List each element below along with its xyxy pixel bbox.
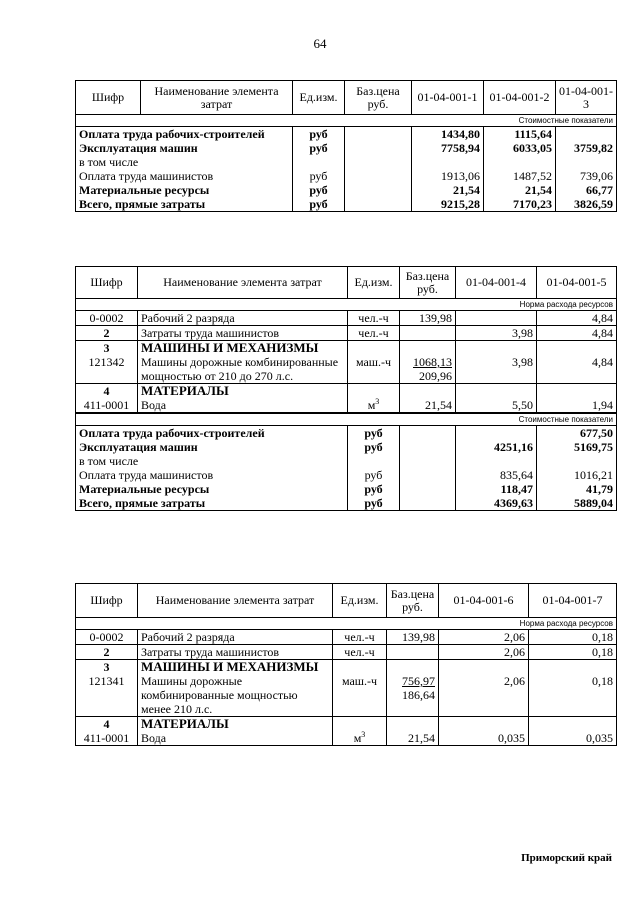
row-value: [456, 311, 537, 326]
row-price: 139,98: [400, 311, 456, 326]
header-code: Шифр: [76, 81, 141, 115]
row-price: 21,54: [400, 398, 456, 413]
row-unit: чел.-ч: [348, 326, 400, 341]
group-heading: МАТЕРИАЛЫ: [138, 717, 333, 732]
row-value: 739,06: [556, 169, 617, 183]
row-unit: чел.-ч: [333, 630, 387, 645]
row-value: [456, 426, 537, 441]
resource-table-2: [75, 266, 617, 511]
row-name: Машины дорожные комбинированные мощностью менее 210 л.с.: [138, 674, 333, 717]
group-heading: МАШИНЫ И МЕХАНИЗМЫ: [138, 660, 333, 675]
header-col-3: 01-04-001-3: [556, 81, 617, 115]
row-value: 4369,63: [456, 496, 537, 511]
row-value: 21,54: [484, 183, 556, 197]
section-label: Норма расхода ресурсов: [76, 618, 617, 630]
row-value: 9215,28: [412, 197, 484, 212]
unit-superscript: 3: [361, 730, 366, 739]
header-col-2: 01-04-001-2: [484, 81, 556, 115]
row-unit: руб: [348, 482, 400, 496]
row-value: 7170,23: [484, 197, 556, 212]
row-unit: руб: [293, 127, 345, 142]
section-label: Норма расхода ресурсов: [76, 299, 617, 311]
row-name: Эксплуатация машин: [76, 141, 293, 155]
row-code: 121342: [76, 355, 138, 384]
row-value: 1434,80: [412, 127, 484, 142]
row-unit: руб: [348, 496, 400, 511]
row-value: 41,79: [537, 482, 617, 496]
row-value: 0,18: [529, 645, 617, 660]
row-value: 4,84: [537, 311, 617, 326]
row-value: 0,18: [529, 674, 617, 717]
row-price: 21,54: [387, 731, 439, 746]
header-unit: Ед.изм.: [293, 81, 345, 115]
row-name: Материальные ресурсы: [76, 183, 293, 197]
row-value: 6033,05: [484, 141, 556, 155]
header-col-5: 01-04-001-5: [537, 267, 617, 299]
header-col-4: 01-04-001-4: [456, 267, 537, 299]
row-value: 1913,06: [412, 169, 484, 183]
resource-table-3: [75, 583, 617, 746]
row-name: в том числе: [76, 155, 293, 169]
row-value: 4,84: [537, 355, 617, 384]
row-price-secondary: 186,64: [402, 688, 435, 702]
section-label: Стоимостные показатели: [76, 413, 617, 426]
row-unit: маш.-ч: [333, 674, 387, 717]
row-unit: м: [367, 398, 376, 412]
row-unit: чел.-ч: [333, 645, 387, 660]
row-unit: руб: [293, 183, 345, 197]
row-value: 5,50: [456, 398, 537, 413]
row-code: 4: [76, 384, 138, 399]
row-value: 4251,16: [456, 440, 537, 454]
header-unit: Ед.изм.: [333, 584, 387, 618]
row-value: 118,47: [456, 482, 537, 496]
footer-region: Приморский край: [521, 852, 612, 864]
row-value: 1,94: [537, 398, 617, 413]
row-name: Рабочий 2 разряда: [138, 311, 348, 326]
row-unit: чел.-ч: [348, 311, 400, 326]
row-name: Всего, прямые затраты: [76, 197, 293, 212]
row-code: 4: [76, 717, 138, 732]
row-value: 21,54: [412, 183, 484, 197]
row-price: [387, 645, 439, 660]
header-price: Баз.цена руб.: [387, 584, 439, 618]
row-value: 0,035: [439, 731, 529, 746]
row-value: 5889,04: [537, 496, 617, 511]
row-value: 1487,52: [484, 169, 556, 183]
row-name: в том числе: [76, 454, 348, 468]
row-code: 2: [76, 326, 138, 341]
row-value: 4,84: [537, 326, 617, 341]
header-col-6: 01-04-001-6: [439, 584, 529, 618]
group-heading: МАТЕРИАЛЫ: [138, 384, 348, 399]
row-unit: маш.-ч: [348, 355, 400, 384]
header-unit: Ед.изм.: [348, 267, 400, 299]
row-code: 3: [76, 660, 138, 675]
row-price: [400, 326, 456, 341]
page-number: 64: [313, 36, 327, 51]
row-unit: м: [353, 731, 362, 745]
header-code: Шифр: [76, 267, 138, 299]
row-name: Эксплуатация машин: [76, 440, 348, 454]
row-value: 3759,82: [556, 141, 617, 155]
header-code: Шифр: [76, 584, 138, 618]
row-name: Оплата труда рабочих-строителей: [76, 127, 293, 142]
row-code: 0-0002: [76, 311, 138, 326]
row-code: 0-0002: [76, 630, 138, 645]
row-unit: руб: [293, 197, 345, 212]
row-value: 0,035: [529, 731, 617, 746]
row-code: 411-0001: [76, 731, 138, 746]
row-name: Всего, прямые затраты: [76, 496, 348, 511]
row-value: 1115,64: [484, 127, 556, 142]
row-name: Затраты труда машинистов: [138, 645, 333, 660]
row-code: 2: [76, 645, 138, 660]
row-value: 3,98: [456, 326, 537, 341]
row-name: Оплата труда машинистов: [76, 468, 348, 482]
row-code: 3: [76, 341, 138, 356]
row-name: Затраты труда машинистов: [138, 326, 348, 341]
header-col-1: 01-04-001-1: [412, 81, 484, 115]
row-name: Вода: [138, 398, 348, 413]
row-value: 66,77: [556, 183, 617, 197]
row-value: 677,50: [537, 426, 617, 441]
row-code: 121341: [76, 674, 138, 717]
row-value: 2,06: [439, 630, 529, 645]
row-value: 2,06: [439, 645, 529, 660]
row-value: 3826,59: [556, 197, 617, 212]
row-name: Оплата труда машинистов: [76, 169, 293, 183]
row-price: 756,97: [402, 674, 435, 688]
row-value: 835,64: [456, 468, 537, 482]
row-value: 0,18: [529, 630, 617, 645]
section-label: Стоимостные показатели: [76, 115, 617, 127]
row-value: 1016,21: [537, 468, 617, 482]
row-name: Оплата труда рабочих-строителей: [76, 426, 348, 441]
cost-table-1: [75, 80, 617, 212]
row-code: 411-0001: [76, 398, 138, 413]
row-unit: руб: [348, 440, 400, 454]
row-value: [556, 127, 617, 142]
header-price: Баз.цена руб.: [400, 267, 456, 299]
row-value: 5169,75: [537, 440, 617, 454]
row-price: 1068,13: [413, 355, 452, 369]
row-name: Машины дорожные комбинированные мощностью от 210 до 270 л.с.: [138, 355, 348, 384]
unit-superscript: 3: [375, 397, 380, 406]
header-name: Наименование элемента затрат: [138, 267, 348, 299]
header-price: Баз.цена руб.: [345, 81, 412, 115]
row-value: 2,06: [439, 674, 529, 717]
row-unit: руб: [293, 141, 345, 155]
row-value: 7758,94: [412, 141, 484, 155]
header-name: Наименование элемента затрат: [141, 81, 293, 115]
row-unit: руб: [348, 426, 400, 441]
row-unit: руб: [348, 468, 400, 482]
row-value: 3,98: [456, 355, 537, 384]
row-unit: руб: [293, 169, 345, 183]
header-name: Наименование элемента затрат: [138, 584, 333, 618]
header-col-7: 01-04-001-7: [529, 584, 617, 618]
row-name: Вода: [138, 731, 333, 746]
group-heading: МАШИНЫ И МЕХАНИЗМЫ: [138, 341, 348, 356]
row-price-secondary: 209,96: [419, 369, 452, 383]
row-name: Материальные ресурсы: [76, 482, 348, 496]
row-price: 139,98: [387, 630, 439, 645]
row-name: Рабочий 2 разряда: [138, 630, 333, 645]
